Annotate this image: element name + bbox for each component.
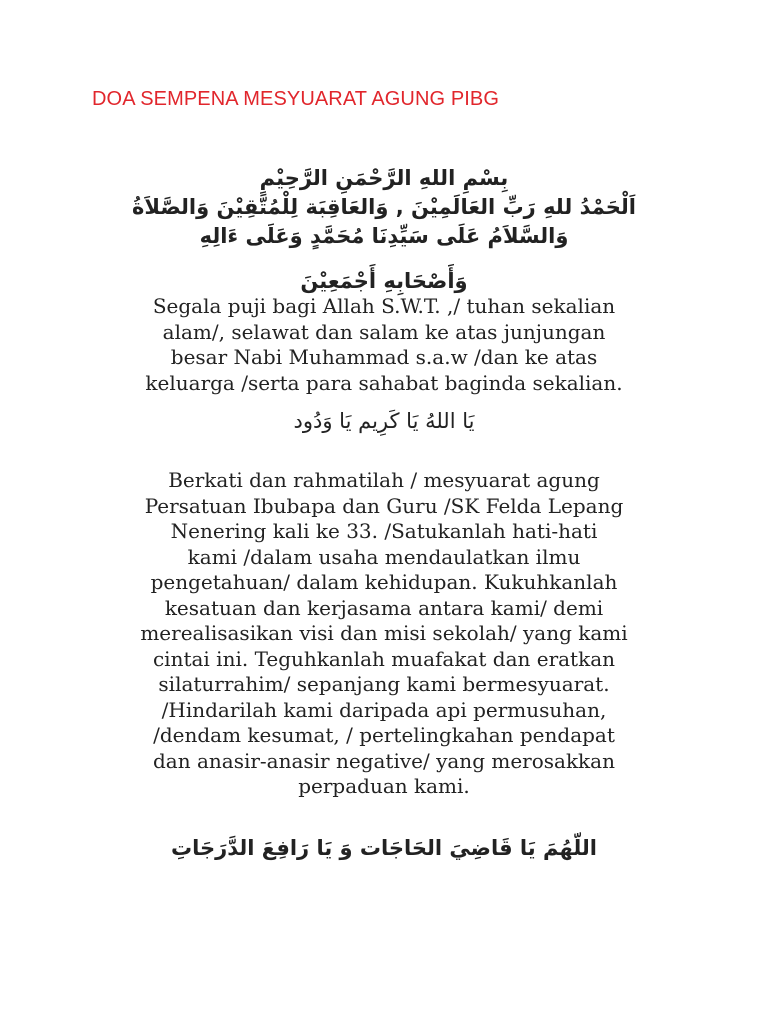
paragraph-line: perpaduan kami.	[298, 774, 470, 798]
paragraph-line: Persatuan Ibubapa dan Guru /SK Felda Lepang	[144, 493, 624, 518]
paragraph-line: /Hindarilah kami daripada api permusuhan,	[161, 697, 607, 722]
paragraph-line: kami /dalam usaha mendaulatkan ilmu	[187, 544, 581, 569]
document-title: DOA SEMPENA MESYUARAT AGUNG PIBG	[92, 88, 500, 110]
arabic-invocation: يَا اللهُ يَا كَرِيم يَا وَدُود	[293, 409, 475, 433]
paragraph-line: Segala puji bagi Allah S.W.T. ,/ tuhan sekalian	[152, 294, 616, 318]
paragraph-line: kesatuan dan kerjasama antara kami/ demi	[164, 595, 604, 620]
paragraph-line: cintai ini. Teguhkanlah muafakat dan eratkan	[152, 646, 616, 671]
paragraph-line: dan anasir-anasir negative/ yang merosakkan	[153, 748, 615, 773]
paragraph-supplication	[60, 468, 708, 800]
paragraph-line: /dendam kesumat, / pertelingkahan pendapat	[153, 723, 615, 747]
arabic-salawat: وَالسَّلاَمُ عَلَى سَيِّدِنَا مُحَمَّدٍ وَعَلَى ءَالِهِ	[199, 224, 569, 248]
arabic-closing: اللّهُمَ يَا قَاضِيَ الحَاجَات وَ يَا رَافِعَ الدَّرَجَاتِ	[171, 836, 597, 860]
arabic-companions: وَأَصْحَابِهِ أَجْمَعِيْنَ	[300, 269, 468, 293]
paragraph-line: silaturrahim/ sepanjang kami bermesyuarat.	[158, 672, 610, 696]
paragraph-line: besar Nabi Muhammad s.a.w /dan ke atas	[170, 345, 598, 369]
paragraph-line: Nenering kali ke 33. /Satukanlah hati-hati	[170, 519, 598, 543]
paragraph-line: Berkati dan rahmatilah / mesyuarat agung	[168, 468, 600, 492]
paragraph-line: pengetahuan/ dalam kehidupan. Kukuhkanlah	[150, 570, 618, 594]
arabic-basmala: بِسْمِ اللهِ الرَّحْمَنِ الرَّحِيْمِ	[259, 166, 509, 190]
paragraph-line: merealisasikan visi dan misi sekolah/ yang kami	[140, 621, 628, 645]
paragraph-line: alam/, selawat dan salam ke atas junjungan	[162, 319, 606, 344]
arabic-hamdalah: اَلْحَمْدُ للهِ رَبِّ العَالَمِيْنَ , وَالعَاقِبَة لِلْمُتَّقِيْنَ وَالصَّلاَةُ	[131, 195, 637, 219]
paragraph-praise	[60, 294, 708, 396]
paragraph-line: keluarga /serta para sahabat baginda sekalian.	[145, 370, 623, 395]
